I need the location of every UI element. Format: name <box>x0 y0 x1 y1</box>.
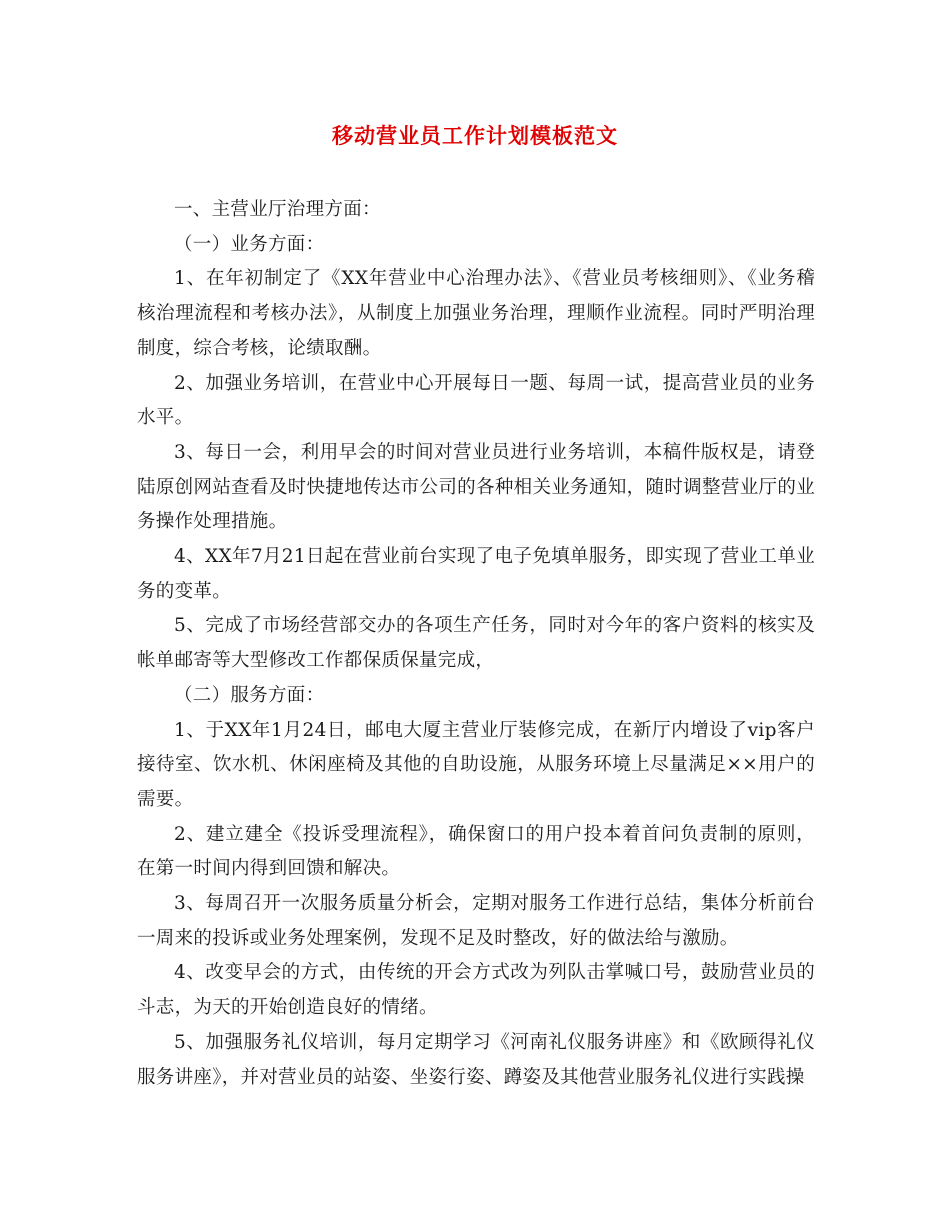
service-item-5: 5、加强服务礼仪培训，每月定期学习《河南礼仪服务讲座》和《欧顾得礼仪服务讲座》，并对营业员的站姿、坐姿行姿、蹲姿及其他营业服务礼仪进行实践操 <box>137 1031 815 1088</box>
service-item-3: 3、每周召开一次服务质量分析会，定期对服务工作进行总结，集体分析前台一周来的投诉或业务处理案例，发现不足及时整改，好的做法给与激励。 <box>137 893 815 949</box>
service-item-2: 2、建立建全《投诉受理流程》，确保窗口的用户投本着首问负责制的原则，在第一时间内得到回馈和解决。 <box>137 823 815 880</box>
subsection-heading-service: （二）服务方面： <box>174 684 325 706</box>
business-item-1: 1、在年初制定了《XX年营业中心治理办法》、《营业员考核细则》、《业务稽核治理流程和考核办法》，从制度上加强业务治理，理顺作业流程。同时严明治理制度，综合考核，论绩取酬。 <box>137 268 815 359</box>
service-item-4: 4、改变早会的方式，由传统的开会方式改为列队击掌喊口号，鼓励营业员的斗志，为天的开始创造良好的情绪。 <box>137 962 815 1019</box>
subsection-heading-business: （一）业务方面： <box>174 233 325 255</box>
business-item-3: 3、每日一会，利用早会的时间对营业员进行业务培训，本稿件版权是，请登陆原创网站查看及时快捷地传达市公司的各种相关业务通知，随时调整营业厅的业务操作处理措施。 <box>137 441 815 533</box>
business-item-4: 4、XX年7月21日起在营业前台实现了电子免填单服务，即实现了营业工单业务的变革。 <box>137 546 815 602</box>
business-item-5: 5、完成了市场经营部交办的各项生产任务，同时对今年的客户资料的核实及帐单邮寄等大型修改工作都保质保量完成， <box>137 615 815 672</box>
business-item-2: 2、加强业务培训，在营业中心开展每日一题、每周一试，提高营业员的业务水平。 <box>137 372 815 429</box>
document-title: 移动营业员工作计划模板范文 <box>332 124 618 148</box>
service-item-1: 1、于XX年1月24日，邮电大厦主营业厅装修完成，在新厅内增设了vip客户接待室、饮水机、休闲座椅及其他的自助设施，从服务环境上尽量满足××用户的需要。 <box>137 719 815 810</box>
section-heading-management: 一、主营业厅治理方面： <box>174 199 381 220</box>
document-body <box>137 193 815 1095</box>
